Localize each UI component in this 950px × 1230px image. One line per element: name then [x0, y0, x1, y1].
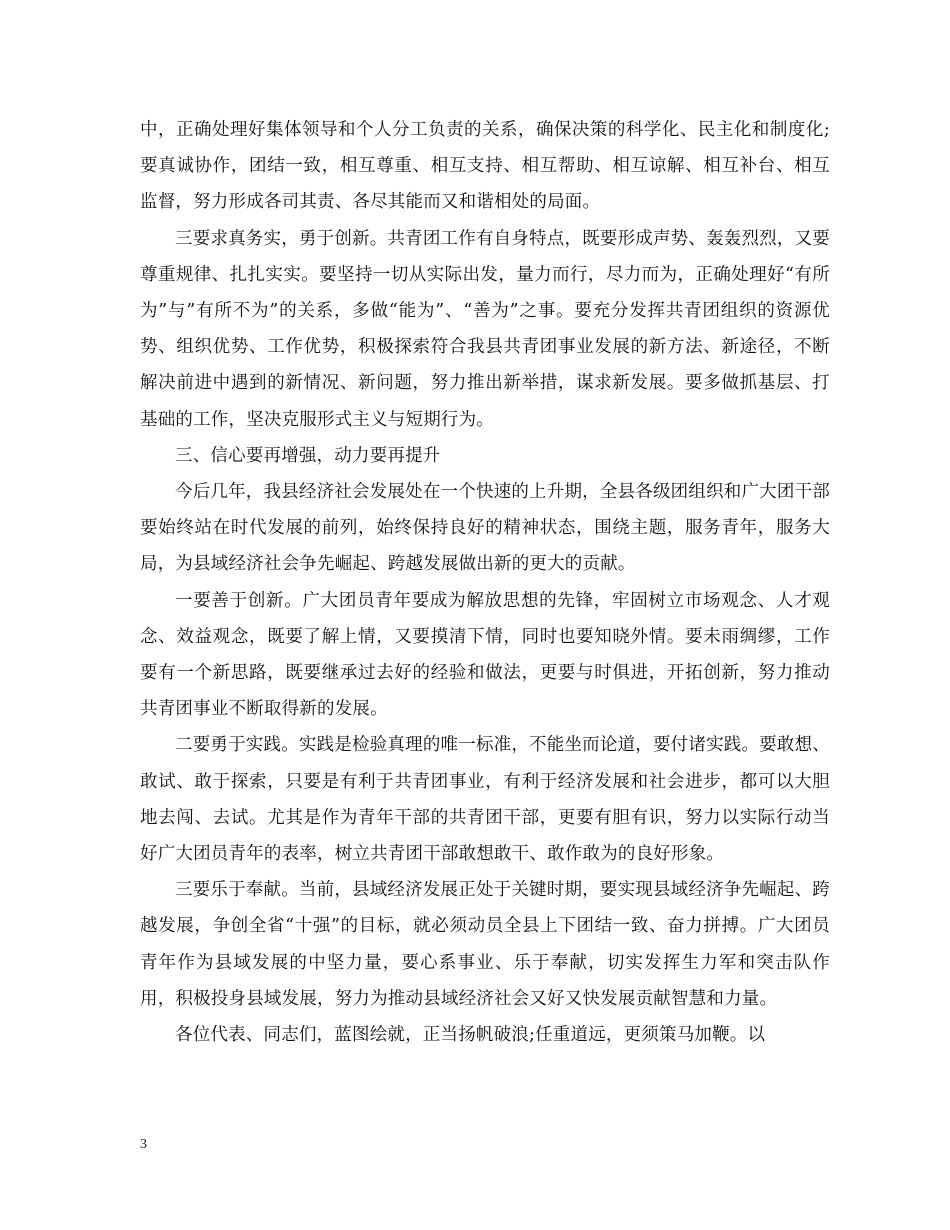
paragraph-1: 中，正确处理好集体领导和个人分工负责的关系，确保决策的科学化、民主化和制度化;要真诚协作，团结一致，相互尊重、相互支持、相互帮助、相互谅解、相互补台、相互监督，努力形成各司其责、各尽其能而又和谐相处的局面。 — [140, 120, 830, 213]
paragraph-4: 一要善于创新。广大团员青年要成为解放思想的先锋，牢固树立市场观念、人才观念、效益观念，既要了解上情，又要摸清下情，同时也要知晓外情。要未雨绸缪，工作要有一个新思路，既要继承过去好的经验和做法，更要与时俱进，开拓创新，努力推动共青团事业不断取得新的发展。 — [140, 590, 830, 720]
paragraph-6: 三要乐于奉献。当前，县域经济发展正处于关键时期，要实现县域经济争先崛起、跨越发展，争创全省“十强”的目标，就必须动员全县上下团结一致、奋力拼搏。广大团员青年作为县域发展的中坚力量，要心系事业、乐于奉献，切实发挥生力军和突击队作用，积极投身县域发展，努力为推动县域经济社会又好又快发展贡献智慧和力量。 — [140, 880, 830, 1009]
paragraph-2: 三要求真务实，勇于创新。共青团工作有自身特点，既要形成声势、轰轰烈烈，又要尊重规律、扎扎实实。要坚持一切从实际出发，量力而行，尽力而为，正确处理好“有所为”与”有所不为”的关系，多做“能为”、“善为”之事。要充分发挥共青团组织的资源优势、组织优势、工作优势，积极探索符合我县共青团事业发展的新方法、新途径，不断解决前进中遇到的新情况、新问题，努力推出新举措，谋求新发展。要多做抓基层、打基础的工作，坚决克服形式主义与短期行为。 — [140, 228, 830, 430]
paragraph-5: 二要勇于实践。实践是检验真理的唯一标准，不能坐而论道，要付诸实践。要敢想、敢试、敢于探索，只要是有利于共青团事业，有利于经济发展和社会进步，都可以大胆地去闯、去试。尤其是作为青年干部的共青团干部，更要有胆有识，努力以实际行动当好广大团员青年的表率，树立共青团干部敢想敢干、敢作敢为的良好形象。 — [140, 735, 830, 865]
paragraph-3: 今后几年，我县经济社会发展处在一个快速的上升期，全县各级团组织和广大团干部要始终站在时代发展的前列，始终保持良好的精神状态，围绕主题，服务青年，服务大局，为县域经济社会争先崛起、跨越发展做出新的更大的贡献。 — [140, 482, 830, 575]
paragraph-7: 各位代表、同志们，蓝图绘就，正当扬帆破浪;任重道远，更须策马加鞭。以 — [175, 1025, 766, 1046]
page-number: 3 — [140, 1137, 147, 1152]
section-heading: 三、信心要再增强，动力要再提升 — [175, 445, 441, 466]
body-text — [140, 112, 830, 1053]
